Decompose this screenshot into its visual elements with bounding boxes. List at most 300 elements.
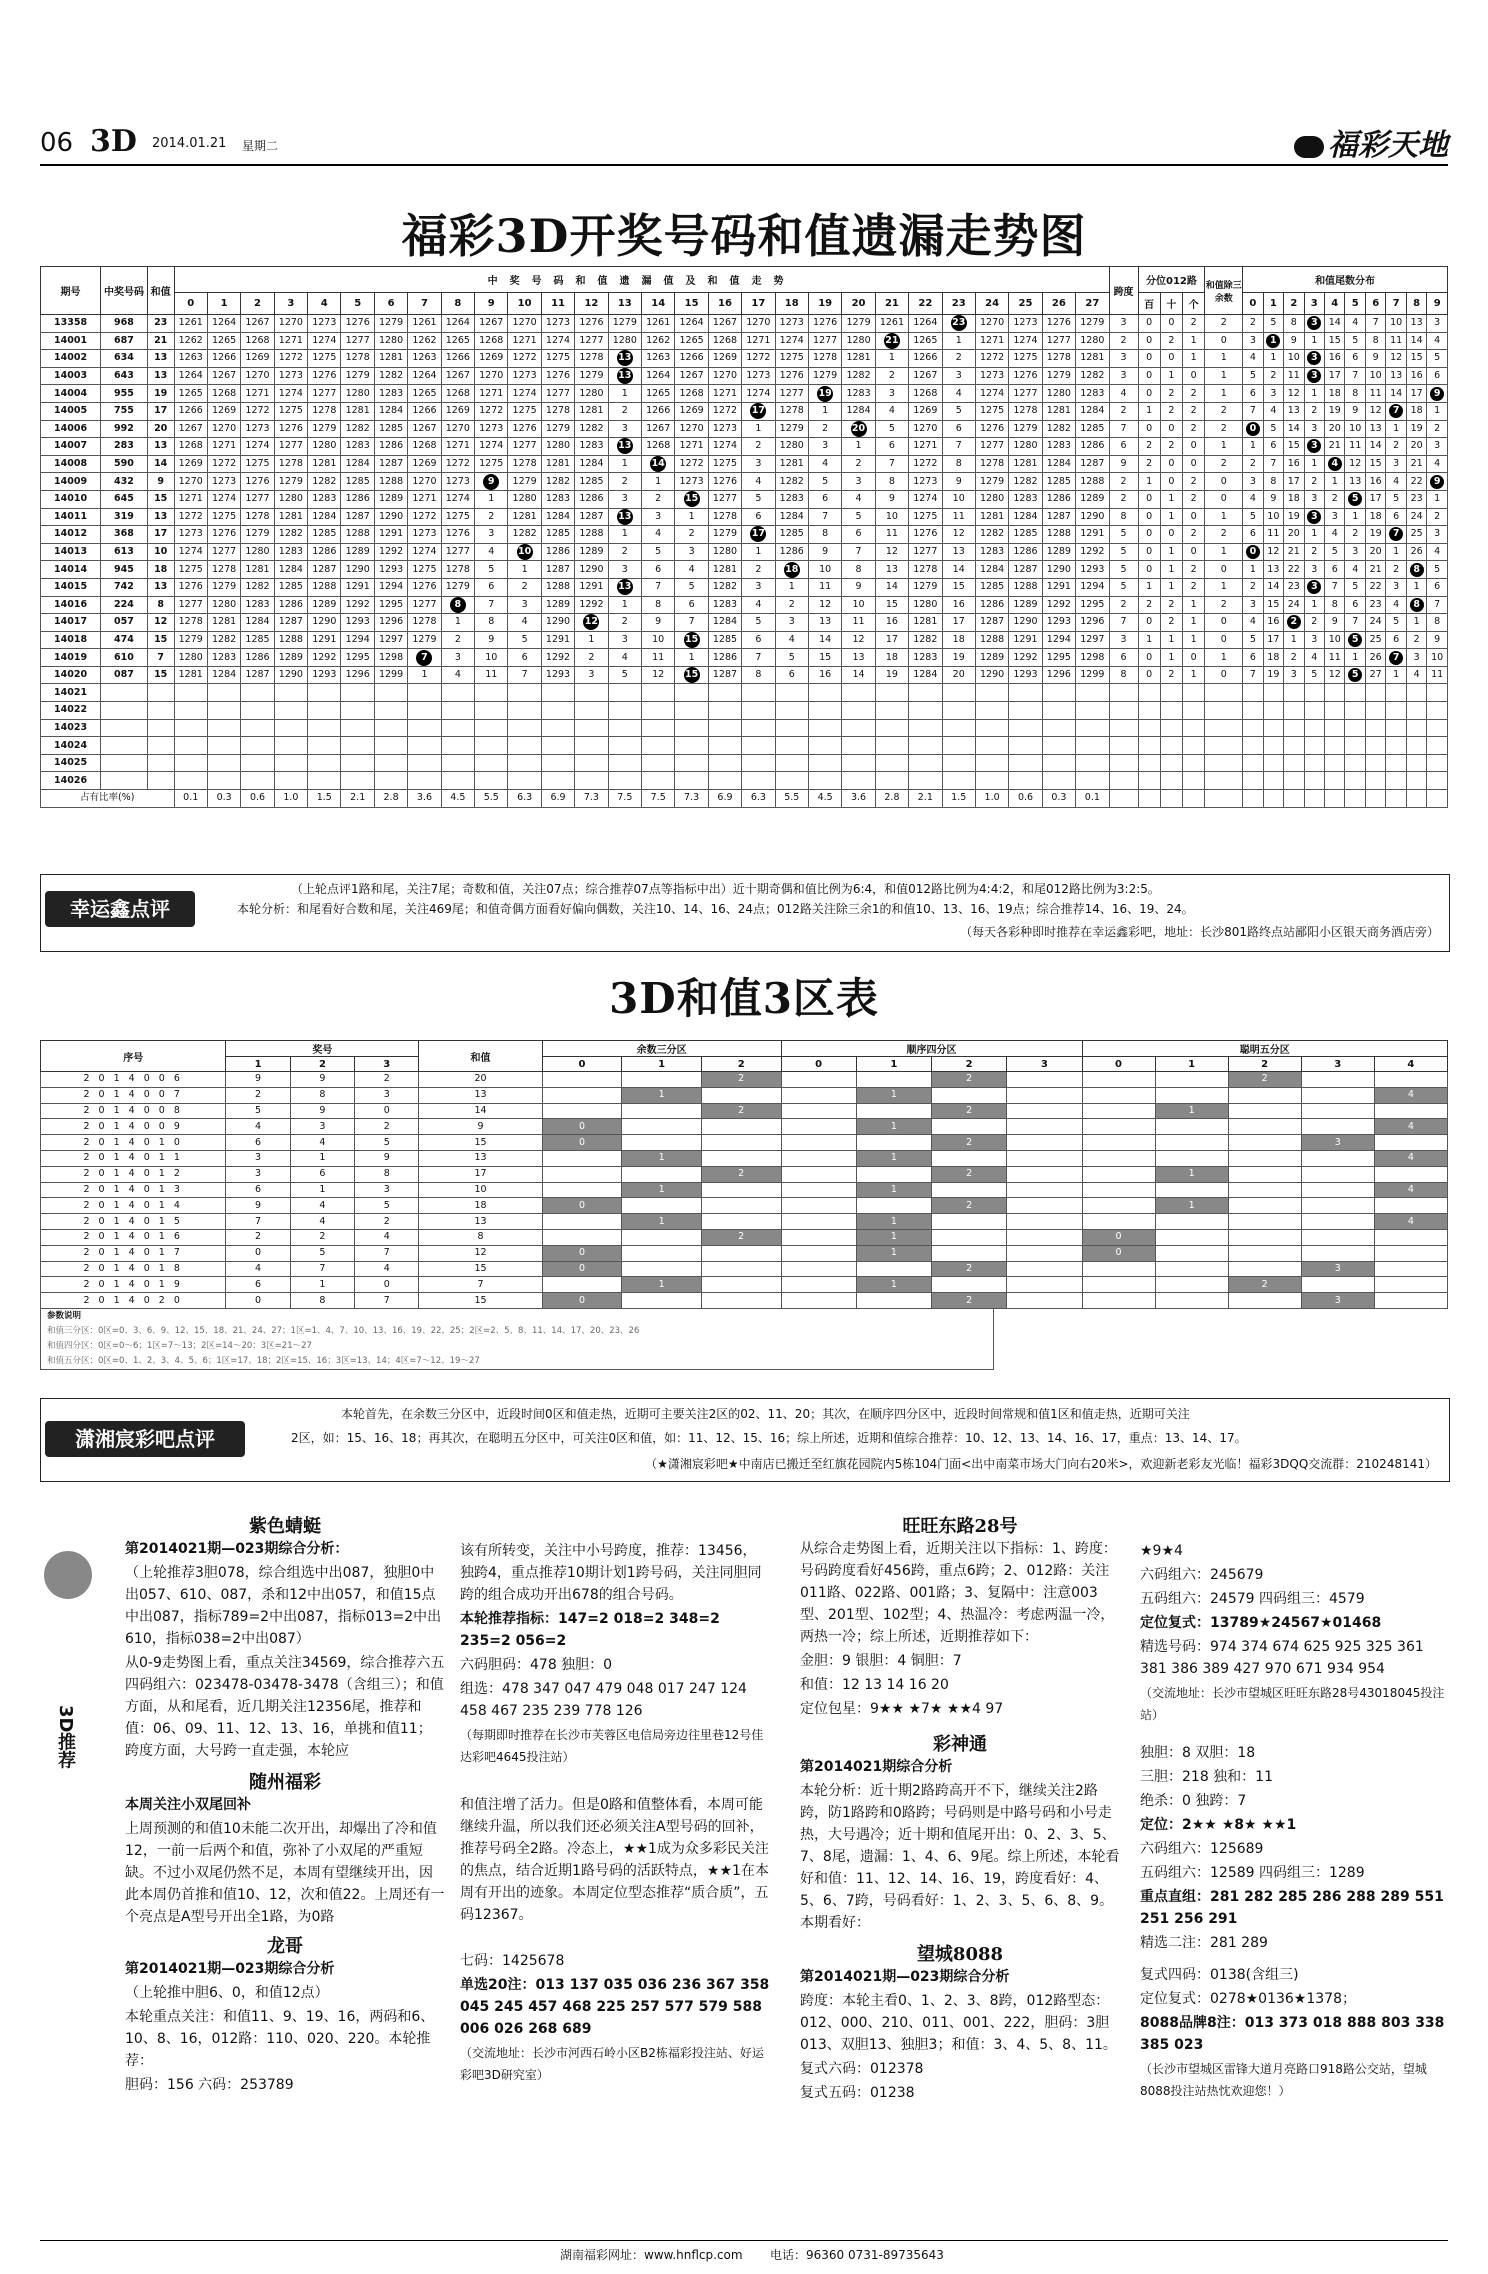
sum-omission-cell: 1 bbox=[508, 561, 541, 579]
sum-omission-cell: 1279 bbox=[274, 473, 307, 491]
sum-omission-cell: 7 bbox=[475, 596, 508, 614]
sum-omission-cell bbox=[909, 719, 942, 737]
prize-b: 5 bbox=[290, 1245, 354, 1261]
c2-p1-0: 该有所转变，关注中小号跨度，推荐：13456，独跨4，重点推荐10期计划1跨号码，关注同胆同跨的组合成功开出678的组合号码。 bbox=[460, 1543, 762, 1603]
c1-p3-3: 胆码：156 六码：253789 bbox=[125, 2077, 294, 2093]
sum-omission-cell bbox=[742, 772, 775, 790]
sum-omission-cell bbox=[808, 737, 841, 755]
comment-label-1: 幸运鑫点评 bbox=[45, 891, 195, 927]
tail-cell bbox=[1386, 526, 1406, 544]
sum-omission-cell: 10 bbox=[475, 649, 508, 667]
sum-omission-cell: 1295 bbox=[341, 649, 374, 667]
sum-omission-cell: 1277 bbox=[909, 543, 942, 561]
zone-sum: 13 bbox=[419, 1214, 542, 1230]
side-tab-label: 3D推荐 bbox=[55, 1705, 76, 1769]
sum-omission-cell: 1270 bbox=[174, 473, 207, 491]
sum-omission-cell: 1286 bbox=[1076, 438, 1110, 456]
side-tab bbox=[40, 1545, 96, 1855]
tail-cell: 5 bbox=[1427, 561, 1448, 579]
tail-cell: 17 bbox=[1263, 631, 1283, 649]
sum-omission-cell: 1280 bbox=[575, 385, 608, 403]
rem-cell: 1 bbox=[1205, 508, 1243, 526]
sum-omission-cell bbox=[875, 754, 908, 772]
sum-omission-cell: 1277 bbox=[174, 596, 207, 614]
tail-cell: 9 bbox=[1345, 402, 1365, 420]
tail-cell: 18 bbox=[1263, 649, 1283, 667]
sum-omission-cell bbox=[1042, 772, 1075, 790]
sum-omission-cell: 1 bbox=[842, 438, 875, 456]
tail-cell: 5 bbox=[1304, 666, 1324, 684]
sum-omission-cell: 1296 bbox=[1042, 666, 1075, 684]
sum-omission-cell: 6 bbox=[475, 578, 508, 596]
tail-cell: 1 bbox=[1243, 561, 1263, 579]
z3-marker: 1 bbox=[1155, 1103, 1228, 1119]
sum-omission-cell: 1285 bbox=[241, 631, 274, 649]
comment-box-1 bbox=[40, 874, 1450, 952]
sum-omission-cell: 10 bbox=[842, 596, 875, 614]
tail-cell: 9 bbox=[1325, 614, 1345, 632]
sum-omission-cell: 4 bbox=[441, 666, 474, 684]
sum-omission-cell: 1282 bbox=[508, 526, 541, 544]
sum-omission-cell: 16 bbox=[808, 666, 841, 684]
tail-cell bbox=[1263, 702, 1283, 720]
sum-omission-cell: 1272 bbox=[174, 508, 207, 526]
z2-marker: 2 bbox=[932, 1135, 1007, 1151]
sum-omission-cell bbox=[174, 737, 207, 755]
sum-omission-cell: 1264 bbox=[642, 367, 675, 385]
sum-omission-cell: 1267 bbox=[675, 367, 708, 385]
tail-cell bbox=[1325, 754, 1345, 772]
z3-cell bbox=[1082, 1119, 1155, 1135]
sum-omission-cell: 1291 bbox=[341, 578, 374, 596]
zone-row bbox=[41, 1103, 1448, 1119]
sum-omission-cell bbox=[174, 754, 207, 772]
sum-omission-cell: 7 bbox=[875, 455, 908, 473]
sum-omission-cell: 3 bbox=[608, 490, 641, 508]
z2-marker: 1 bbox=[856, 1119, 931, 1135]
tail-cell: 18 bbox=[1325, 385, 1345, 403]
tail-cell bbox=[1325, 684, 1345, 702]
sum-omission-cell bbox=[675, 719, 708, 737]
route-t-cell: 2 bbox=[1160, 402, 1182, 420]
sum-omission-cell: 4 bbox=[775, 631, 808, 649]
sum-omission-cell bbox=[308, 684, 341, 702]
tail-cell: 7 bbox=[1345, 367, 1365, 385]
tail-cell: 7 bbox=[1365, 315, 1385, 333]
sum-omission-cell: 1293 bbox=[308, 666, 341, 684]
sum-omission-cell: 1284 bbox=[575, 455, 608, 473]
z1-col-1: 1 bbox=[622, 1057, 702, 1072]
z3-cell bbox=[1301, 1245, 1374, 1261]
span-cell: 6 bbox=[1109, 438, 1138, 456]
tail-cell bbox=[1263, 772, 1283, 790]
span-cell bbox=[1109, 702, 1138, 720]
sum-omission-cell bbox=[1009, 684, 1042, 702]
sum-omission-cell: 2 bbox=[608, 402, 641, 420]
sum-omission-cell: 1289 bbox=[575, 543, 608, 561]
z1-marker: 0 bbox=[542, 1198, 622, 1214]
sum-omission-cell: 1290 bbox=[1009, 614, 1042, 632]
z2-marker: 1 bbox=[856, 1182, 931, 1198]
sum-omission-cell: 1277 bbox=[207, 543, 240, 561]
z2-cell bbox=[856, 1293, 931, 1309]
sum-omission-cell: 1281 bbox=[308, 455, 341, 473]
sum-omission-cell: 3 bbox=[875, 385, 908, 403]
sum-omission-cell: 2 bbox=[441, 631, 474, 649]
sum-omission-cell: 1286 bbox=[1042, 490, 1075, 508]
sum-omission-cell: 1290 bbox=[308, 614, 341, 632]
zone-period: 2 0 1 4 0 1 7 bbox=[41, 1245, 226, 1261]
tail-cell: 2 bbox=[1304, 614, 1324, 632]
sum-omission-cell: 1274 bbox=[207, 490, 240, 508]
sum-omission-cell bbox=[274, 684, 307, 702]
sum-omission-cell bbox=[374, 719, 407, 737]
sum-omission-cell: 16 bbox=[942, 596, 975, 614]
sum-omission-cell: 7 bbox=[742, 649, 775, 667]
tail-cell bbox=[1284, 754, 1304, 772]
sum-omission-cell bbox=[508, 754, 541, 772]
sum-omission-cell bbox=[1076, 772, 1110, 790]
sum-omission-cell: 1284 bbox=[842, 402, 875, 420]
period-cell: 14011 bbox=[41, 508, 101, 526]
z2-cell bbox=[781, 1277, 856, 1293]
col-trend: 中奖号码和值遗漏值及和值走势 bbox=[174, 267, 1109, 293]
col2-z3: 聪明五分区 bbox=[1082, 1041, 1448, 1057]
z1-marker: 1 bbox=[622, 1182, 702, 1198]
sum-omission-cell: 1282 bbox=[341, 420, 374, 438]
span-cell bbox=[1109, 754, 1138, 772]
tail-cell: 15 bbox=[1325, 332, 1345, 350]
ratio-empty bbox=[1160, 790, 1182, 808]
tail-cell bbox=[1304, 702, 1324, 720]
prize-col-2: 2 bbox=[290, 1057, 354, 1072]
sum-omission-cell: 1280 bbox=[909, 596, 942, 614]
sum-cell: 14 bbox=[147, 455, 174, 473]
z3-cell bbox=[1374, 1166, 1447, 1182]
sum-omission-cell: 1278 bbox=[541, 402, 574, 420]
number-cell bbox=[101, 754, 148, 772]
sum-col-6: 6 bbox=[374, 293, 407, 315]
sum-omission-cell: 1276 bbox=[909, 526, 942, 544]
sum-omission-cell: 1290 bbox=[575, 561, 608, 579]
tail-cell bbox=[1427, 684, 1448, 702]
zone-table bbox=[40, 1040, 1448, 1370]
prize-b: 4 bbox=[290, 1214, 354, 1230]
zone-sum: 12 bbox=[419, 1245, 542, 1261]
sum-omission-cell: 1278 bbox=[408, 614, 441, 632]
route-u-cell: 2 bbox=[1183, 420, 1205, 438]
tail-cell bbox=[1345, 490, 1365, 508]
sum-omission-cell: 1275 bbox=[775, 350, 808, 368]
prize-a: 3 bbox=[226, 1166, 290, 1182]
sum-omission-cell: 1281 bbox=[1076, 350, 1110, 368]
prize-a: 5 bbox=[226, 1103, 290, 1119]
zone-period: 2 0 1 4 0 1 9 bbox=[41, 1277, 226, 1293]
tail-cell: 4 bbox=[1427, 332, 1448, 350]
sum-omission-cell bbox=[775, 737, 808, 755]
sum-omission-cell: 1283 bbox=[308, 490, 341, 508]
span-cell: 4 bbox=[1109, 385, 1138, 403]
sum-omission-cell: 1275 bbox=[975, 402, 1008, 420]
z2-marker: 1 bbox=[856, 1277, 931, 1293]
span-cell: 2 bbox=[1109, 332, 1138, 350]
z3-cell bbox=[1228, 1214, 1301, 1230]
number-cell: 742 bbox=[101, 578, 148, 596]
sum-omission-cell: 19 bbox=[875, 666, 908, 684]
sum-omission-cell bbox=[207, 702, 240, 720]
c3-p1-0: 从综合走势图上看，近期关注以下指标：1、跨度：号码跨度看好456跨，重点6跨；2、012路：关注011路、022路、001路；3、复隔中：注意003型、201型、102型；4、热温冷：考虑两温一冷，两热一冷；综上所述，近期推荐如下： bbox=[800, 1541, 1117, 1645]
z1-cell bbox=[542, 1214, 622, 1230]
z3-marker: 4 bbox=[1374, 1150, 1447, 1166]
sum-cell: 15 bbox=[147, 666, 174, 684]
tail-cell: 5 bbox=[1386, 614, 1406, 632]
sum-omission-cell: 1279 bbox=[909, 578, 942, 596]
sum-omission-cell bbox=[842, 754, 875, 772]
sum-omission-cell bbox=[475, 737, 508, 755]
sum-omission-cell bbox=[408, 649, 441, 667]
sum-omission-cell: 1273 bbox=[508, 367, 541, 385]
tail-cell bbox=[1325, 702, 1345, 720]
sum-omission-cell bbox=[675, 684, 708, 702]
sum-omission-cell: 1299 bbox=[1076, 666, 1110, 684]
tail-cell bbox=[1365, 772, 1385, 790]
sum-omission-cell: 1274 bbox=[274, 385, 307, 403]
tail-cell: 19 bbox=[1406, 420, 1426, 438]
z3-cell bbox=[1155, 1087, 1228, 1103]
rem-cell: 0 bbox=[1205, 666, 1243, 684]
sum-omission-cell: 1284 bbox=[775, 508, 808, 526]
sum-omission-cell bbox=[775, 702, 808, 720]
route-h-cell: 0 bbox=[1138, 666, 1160, 684]
z3-cell bbox=[1301, 1229, 1374, 1245]
comment-box-2 bbox=[40, 1398, 1450, 1482]
ratio-empty bbox=[1263, 790, 1283, 808]
route-h-cell bbox=[1138, 737, 1160, 755]
trend-row bbox=[41, 350, 1448, 368]
sum-omission-cell: 1279 bbox=[608, 315, 641, 333]
sum-omission-cell bbox=[608, 772, 641, 790]
z1-cell bbox=[622, 1119, 702, 1135]
period-cell: 13358 bbox=[41, 315, 101, 333]
tail-cell: 3 bbox=[1427, 526, 1448, 544]
param-line-1: 和值三分区：0区=0、3、6、9、12、15、18、21、24、27；1区=1、4、7、10、13、16、19、22、25；2区=2、5、8、11、14、17、20、23、26 bbox=[47, 1325, 640, 1336]
route-u-cell: 2 bbox=[1183, 315, 1205, 333]
c2-p2-0: 和值注增了活力。但是0路和值整体看，本周可能继续升温，所以我们还必须关注A型号码的回补，推荐号码全2路。冷态上，★★1成为众多彩民关注的焦点，结合近期1路号码的活跃特点，★★1在本周有开出的迹象。本周定位型态推荐“质合质”，五码12367。 bbox=[460, 1797, 769, 1923]
sum-omission-cell bbox=[1009, 772, 1042, 790]
prize-b: 9 bbox=[290, 1072, 354, 1088]
sum-omission-cell: 6 bbox=[775, 666, 808, 684]
sum-omission-cell: 1271 bbox=[441, 438, 474, 456]
z3-col-4: 4 bbox=[1374, 1057, 1447, 1072]
route-t-cell: 2 bbox=[1160, 332, 1182, 350]
sum-omission-cell: 1276 bbox=[241, 473, 274, 491]
sum-omission-cell: 1273 bbox=[174, 526, 207, 544]
sum-omission-cell: 1 bbox=[742, 543, 775, 561]
sum-omission-cell: 1285 bbox=[274, 578, 307, 596]
col2-seq: 序号 bbox=[41, 1041, 226, 1072]
tail-cell: 9 bbox=[1284, 332, 1304, 350]
sum-omission-cell bbox=[207, 719, 240, 737]
z2-cell bbox=[932, 1150, 1007, 1166]
z3-cell bbox=[1228, 1150, 1301, 1166]
sum-omission-cell: 1276 bbox=[1042, 315, 1075, 333]
sum-omission-cell: 11 bbox=[808, 578, 841, 596]
sum-omission-cell: 1283 bbox=[1009, 490, 1042, 508]
col-sum: 和值 bbox=[147, 267, 174, 315]
sum-omission-cell: 1274 bbox=[775, 332, 808, 350]
zone-row bbox=[41, 1229, 1448, 1245]
sum-omission-cell: 1262 bbox=[408, 332, 441, 350]
tail-marker: 9 bbox=[1430, 387, 1444, 401]
sum-omission-cell bbox=[608, 508, 641, 526]
z2-cell bbox=[1007, 1166, 1082, 1182]
z1-cell bbox=[622, 1293, 702, 1309]
sum-omission-cell: 1 bbox=[742, 420, 775, 438]
sum-omission-cell bbox=[675, 666, 708, 684]
sum-omission-cell: 12 bbox=[942, 526, 975, 544]
param-line-2: 和值四分区：0区=0～6；1区=7～13；2区=14～20；3区=21～27 bbox=[47, 1340, 312, 1351]
sum-omission-cell: 1271 bbox=[675, 438, 708, 456]
z3-marker: 4 bbox=[1374, 1119, 1447, 1135]
sum-omission-cell: 1276 bbox=[1009, 367, 1042, 385]
sum-omission-cell: 1292 bbox=[1042, 596, 1075, 614]
sum-omission-cell bbox=[575, 702, 608, 720]
sum-omission-cell: 14 bbox=[842, 666, 875, 684]
sum-omission-cell: 12 bbox=[842, 631, 875, 649]
tail-cell bbox=[1427, 473, 1448, 491]
z2-cell bbox=[1007, 1245, 1082, 1261]
sum-cell bbox=[147, 702, 174, 720]
tail-cell: 11 bbox=[1386, 332, 1406, 350]
sum-omission-cell: 4 bbox=[642, 526, 675, 544]
z2-marker: 1 bbox=[856, 1245, 931, 1261]
sum-omission-cell bbox=[1042, 754, 1075, 772]
sum-omission-cell: 1289 bbox=[274, 649, 307, 667]
sum-omission-cell: 1285 bbox=[975, 578, 1008, 596]
tail-cell: 13 bbox=[1365, 420, 1385, 438]
sum-omission-cell bbox=[608, 367, 641, 385]
sum-omission-cell: 1267 bbox=[642, 420, 675, 438]
prize-b: 1 bbox=[290, 1182, 354, 1198]
sum-omission-cell: 1266 bbox=[675, 350, 708, 368]
sum-omission-cell: 1279 bbox=[374, 315, 407, 333]
sum-omission-cell: 1294 bbox=[374, 578, 407, 596]
sum-omission-cell: 3 bbox=[608, 561, 641, 579]
sum-omission-cell bbox=[708, 719, 741, 737]
tail-cell: 17 bbox=[1284, 473, 1304, 491]
ratio-cell: 0.3 bbox=[207, 790, 240, 808]
tail-cell: 4 bbox=[1243, 350, 1263, 368]
sum-omission-cell: 5 bbox=[875, 420, 908, 438]
sum-omission-cell: 1285 bbox=[1042, 473, 1075, 491]
zone-period: 2 0 1 4 0 1 3 bbox=[41, 1182, 226, 1198]
sum-omission-cell: 4 bbox=[942, 385, 975, 403]
col-period: 期号 bbox=[41, 267, 101, 315]
sum-omission-cell: 1272 bbox=[241, 402, 274, 420]
sum-omission-cell: 1282 bbox=[842, 367, 875, 385]
tail-cell bbox=[1304, 508, 1324, 526]
route-h-cell: 0 bbox=[1138, 543, 1160, 561]
sum-omission-cell: 1276 bbox=[975, 420, 1008, 438]
route-u-cell: 1 bbox=[1183, 614, 1205, 632]
sum-omission-cell: 1266 bbox=[441, 350, 474, 368]
ratio-empty bbox=[1109, 790, 1138, 808]
sum-omission-cell bbox=[508, 702, 541, 720]
sum-omission-cell: 1273 bbox=[241, 420, 274, 438]
ratio-cell: 4.5 bbox=[808, 790, 841, 808]
ratio-empty bbox=[1325, 790, 1345, 808]
sum-omission-cell: 1280 bbox=[274, 490, 307, 508]
sum-omission-cell: 1279 bbox=[575, 367, 608, 385]
rem-cell: 2 bbox=[1205, 526, 1243, 544]
span-cell: 5 bbox=[1109, 543, 1138, 561]
zone-table-title: 3D和值3区表 bbox=[609, 974, 879, 1023]
z3-marker: 4 bbox=[1374, 1182, 1447, 1198]
sum-omission-cell: 1297 bbox=[1076, 631, 1110, 649]
sum-omission-cell: 1271 bbox=[408, 490, 441, 508]
z3-cell bbox=[1082, 1150, 1155, 1166]
c1-p2-0: 本周关注小双尾回补 bbox=[125, 1797, 251, 1813]
sum-omission-cell: 1273 bbox=[775, 315, 808, 333]
route-h-cell: 1 bbox=[1138, 402, 1160, 420]
prize-c: 7 bbox=[355, 1293, 419, 1309]
col-number: 中奖号码 bbox=[101, 267, 148, 315]
sum-omission-cell: 6 bbox=[875, 438, 908, 456]
tail-cell: 4 bbox=[1345, 315, 1365, 333]
route-hundreds: 百 bbox=[1138, 293, 1160, 315]
sum-omission-cell: 1272 bbox=[742, 350, 775, 368]
z1-marker: 2 bbox=[701, 1166, 781, 1182]
sum-omission-cell bbox=[842, 702, 875, 720]
sum-omission-cell: 1288 bbox=[541, 578, 574, 596]
z2-cell bbox=[932, 1087, 1007, 1103]
route-t-cell: 2 bbox=[1160, 438, 1182, 456]
tail-col-9: 9 bbox=[1427, 293, 1448, 315]
c3-p1-2: 和值：12 13 14 16 20 bbox=[800, 1677, 949, 1693]
sum-omission-cell: 13 bbox=[842, 649, 875, 667]
sum-omission-cell: 10 bbox=[875, 508, 908, 526]
z1-cell bbox=[542, 1182, 622, 1198]
sum-omission-cell: 15 bbox=[875, 596, 908, 614]
sum-omission-cell: 6 bbox=[675, 596, 708, 614]
tail-cell: 1 bbox=[1386, 666, 1406, 684]
z3-marker: 0 bbox=[1082, 1229, 1155, 1245]
tail-cell bbox=[1427, 772, 1448, 790]
tail-cell bbox=[1284, 737, 1304, 755]
z3-cell bbox=[1228, 1087, 1301, 1103]
sum-omission-cell: 1276 bbox=[408, 578, 441, 596]
sum-omission-cell: 1282 bbox=[1042, 420, 1075, 438]
sum-omission-cell bbox=[875, 719, 908, 737]
tail-cell bbox=[1427, 719, 1448, 737]
z3-cell bbox=[1155, 1229, 1228, 1245]
z3-cell bbox=[1082, 1214, 1155, 1230]
sum-omission-cell bbox=[274, 737, 307, 755]
sum-omission-cell: 1293 bbox=[541, 666, 574, 684]
period-cell: 14018 bbox=[41, 631, 101, 649]
sum-omission-cell bbox=[575, 737, 608, 755]
sum-col-3: 3 bbox=[274, 293, 307, 315]
z2-cell bbox=[781, 1261, 856, 1277]
tail-cell bbox=[1304, 719, 1324, 737]
sum-omission-cell: 1281 bbox=[1042, 402, 1075, 420]
tail-col-3: 3 bbox=[1304, 293, 1324, 315]
z3-cell bbox=[1082, 1072, 1155, 1088]
sum-omission-cell bbox=[942, 737, 975, 755]
tail-cell: 10 bbox=[1325, 631, 1345, 649]
ratio-empty bbox=[1406, 790, 1426, 808]
z1-marker: 2 bbox=[701, 1103, 781, 1119]
